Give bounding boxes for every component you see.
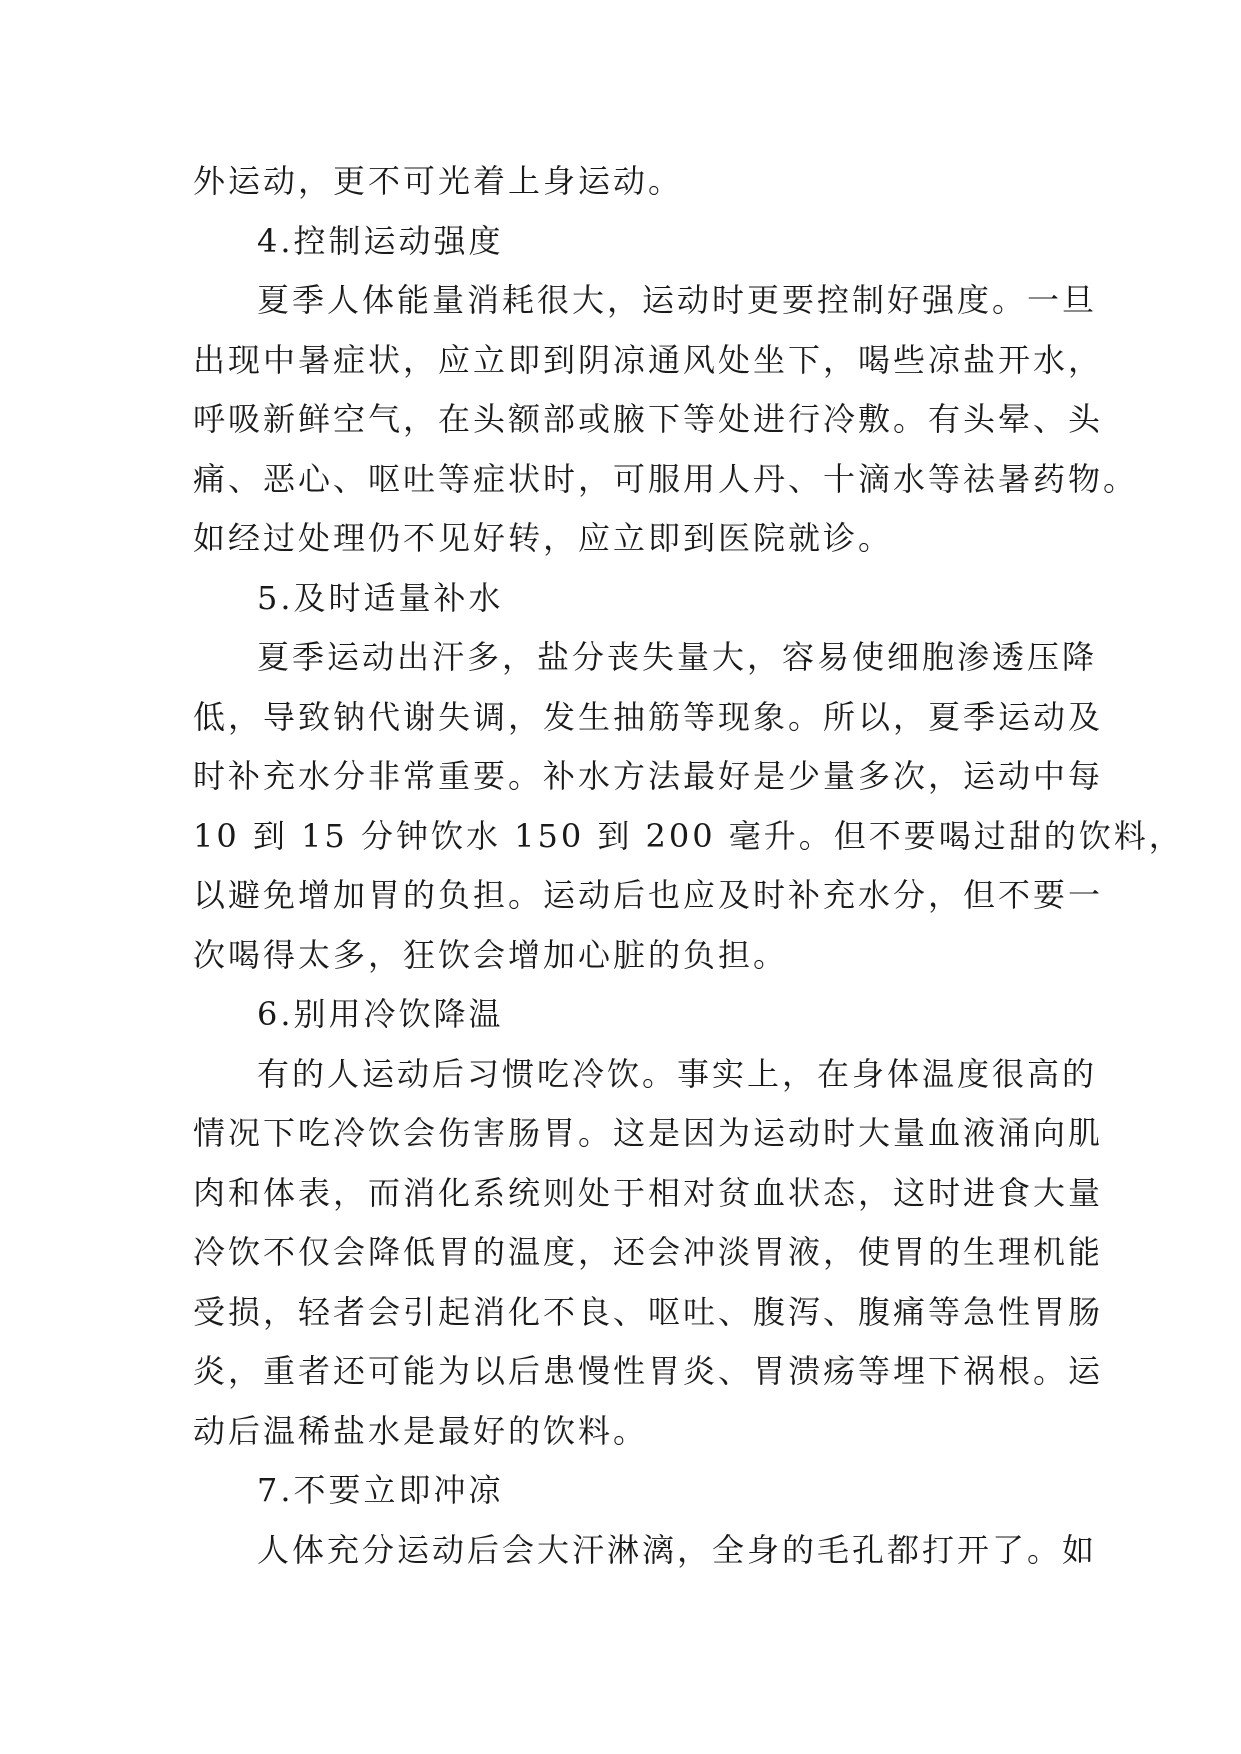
paragraph-line: 有的人运动后习惯吃冷饮。事实上，在身体温度很高的	[257, 1054, 1098, 1093]
section-heading-no-cold-shower: 7.不要立即冲凉	[257, 1471, 504, 1509]
paragraph-line: 冷饮不仅会降低胃的温度，还会冲淡胃液，使胃的生理机能	[193, 1233, 1104, 1271]
paragraph-line: 人体充分运动后会大汗淋漓，全身的毛孔都打开了。如	[257, 1530, 1098, 1569]
paragraph-line: 出现中暑症状，应立即到阴凉通风处坐下，喝些凉盐开水，	[193, 340, 1104, 379]
paragraph-line: 低，导致钠代谢失调，发生抽筋等现象。所以，夏季运动及	[193, 697, 1104, 736]
paragraph-line: 肉和体表，而消化系统则处于相对贫血状态，这时进食大量	[193, 1173, 1104, 1212]
paragraph-line: 10 到 15 分钟饮水 150 到 200 毫升。但不要喝过甜的饮料，	[193, 816, 1184, 855]
section-heading-hydration: 5.及时适量补水	[257, 578, 504, 617]
paragraph-line: 夏季人体能量消耗很大，运动时更要控制好强度。一旦	[257, 281, 1098, 319]
section-heading-control-intensity: 4.控制运动强度	[257, 221, 504, 260]
paragraph-line: 如经过处理仍不见好转，应立即到医院就诊。	[193, 519, 894, 557]
document-body	[193, 152, 1184, 1580]
paragraph-line: 动后温稀盐水是最好的饮料。	[193, 1411, 649, 1450]
paragraph-line: 受损，轻者会引起消化不良、呕吐、腹泻、腹痛等急性胃肠	[193, 1292, 1104, 1331]
paragraph-line: 痛、恶心、呕吐等症状时，可服用人丹、十滴水等祛暑药物。	[193, 459, 1139, 498]
section-heading-cold-drinks: 6.别用冷饮降温	[257, 995, 504, 1033]
paragraph-line: 以避免增加胃的负担。运动后也应及时补充水分，但不要一	[193, 876, 1104, 914]
paragraph-line: 外运动，更不可光着上身运动。	[193, 162, 684, 200]
paragraph-line: 次喝得太多，狂饮会增加心脏的负担。	[193, 935, 789, 974]
paragraph-line: 时补充水分非常重要。补水方法最好是少量多次，运动中每	[193, 757, 1104, 795]
paragraph-line: 夏季运动出汗多，盐分丧失量大，容易使细胞渗透压降	[257, 638, 1098, 676]
paragraph-line: 呼吸新鲜空气，在头额部或腋下等处进行冷敷。有头晕、头	[193, 400, 1104, 438]
paragraph-line: 炎，重者还可能为以后患慢性胃炎、胃溃疡等埋下祸根。运	[193, 1352, 1104, 1390]
paragraph-line: 情况下吃冷饮会伤害肠胃。这是因为运动时大量血液涌向肌	[193, 1114, 1104, 1152]
